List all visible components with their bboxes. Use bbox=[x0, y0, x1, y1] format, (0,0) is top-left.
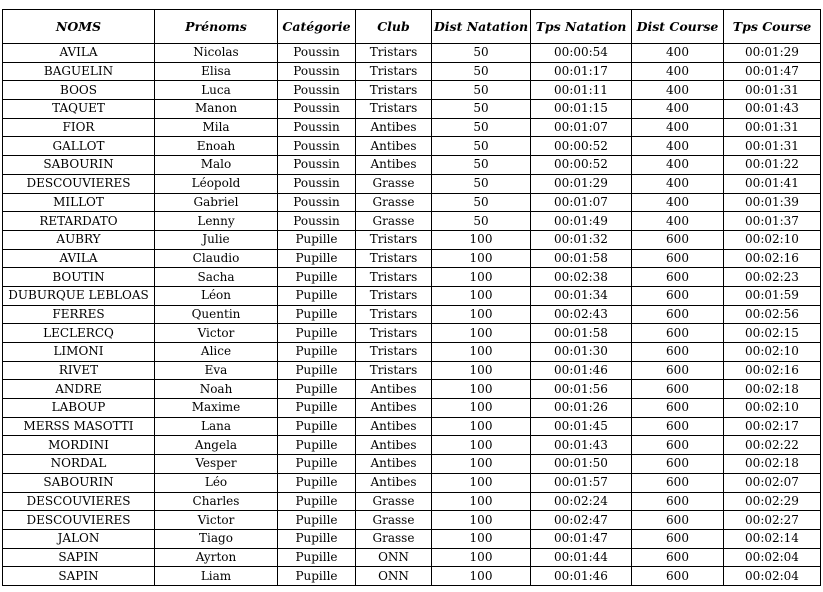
cell-prenom: Elisa bbox=[155, 62, 278, 81]
cell-dist-course: 400 bbox=[632, 137, 724, 156]
table-row bbox=[3, 305, 821, 324]
cell-nom: FIOR bbox=[3, 118, 155, 137]
header-row bbox=[3, 10, 821, 44]
cell-tps-natation: 00:00:54 bbox=[531, 44, 632, 63]
cell-tps-course: 00:02:29 bbox=[724, 492, 821, 511]
cell-tps-course: 00:02:18 bbox=[724, 380, 821, 399]
cell-dist-natation: 100 bbox=[432, 380, 531, 399]
cell-dist-course: 400 bbox=[632, 81, 724, 100]
cell-categorie: Pupille bbox=[278, 249, 356, 268]
cell-nom: LIMONI bbox=[3, 343, 155, 362]
table-row bbox=[3, 343, 821, 362]
cell-categorie: Poussin bbox=[278, 156, 356, 175]
cell-nom: SAPIN bbox=[3, 548, 155, 567]
cell-tps-course: 00:02:27 bbox=[724, 511, 821, 530]
cell-prenom: Malo bbox=[155, 156, 278, 175]
cell-tps-course: 00:02:10 bbox=[724, 230, 821, 249]
cell-club: Tristars bbox=[356, 324, 432, 343]
cell-categorie: Pupille bbox=[278, 361, 356, 380]
cell-categorie: Pupille bbox=[278, 417, 356, 436]
cell-tps-natation: 00:01:50 bbox=[531, 455, 632, 474]
cell-tps-course: 00:02:22 bbox=[724, 436, 821, 455]
cell-nom: LECLERCQ bbox=[3, 324, 155, 343]
cell-dist-natation: 100 bbox=[432, 399, 531, 418]
cell-club: Tristars bbox=[356, 305, 432, 324]
cell-tps-course: 00:02:16 bbox=[724, 361, 821, 380]
table-row bbox=[3, 286, 821, 305]
cell-categorie: Pupille bbox=[278, 455, 356, 474]
cell-prenom: Angela bbox=[155, 436, 278, 455]
cell-dist-natation: 100 bbox=[432, 417, 531, 436]
table-row bbox=[3, 212, 821, 231]
cell-tps-course: 00:02:07 bbox=[724, 473, 821, 492]
cell-tps-natation: 00:02:47 bbox=[531, 511, 632, 530]
table-row bbox=[3, 156, 821, 175]
cell-dist-natation: 100 bbox=[432, 548, 531, 567]
cell-tps-course: 00:01:31 bbox=[724, 118, 821, 137]
cell-dist-natation: 50 bbox=[432, 118, 531, 137]
header-tps-natation: Tps Natation bbox=[531, 10, 632, 44]
cell-tps-natation: 00:01:43 bbox=[531, 436, 632, 455]
table-row bbox=[3, 268, 821, 287]
cell-categorie: Pupille bbox=[278, 324, 356, 343]
cell-prenom: Noah bbox=[155, 380, 278, 399]
cell-club: Antibes bbox=[356, 380, 432, 399]
cell-dist-course: 600 bbox=[632, 511, 724, 530]
cell-dist-course: 400 bbox=[632, 62, 724, 81]
cell-tps-course: 00:01:59 bbox=[724, 286, 821, 305]
cell-tps-natation: 00:01:26 bbox=[531, 399, 632, 418]
cell-club: Tristars bbox=[356, 81, 432, 100]
cell-prenom: Julie bbox=[155, 230, 278, 249]
table-row bbox=[3, 193, 821, 212]
cell-tps-course: 00:02:18 bbox=[724, 455, 821, 474]
cell-categorie: Poussin bbox=[278, 118, 356, 137]
cell-prenom: Alice bbox=[155, 343, 278, 362]
header-tps-course: Tps Course bbox=[724, 10, 821, 44]
table-row bbox=[3, 81, 821, 100]
cell-categorie: Pupille bbox=[278, 305, 356, 324]
cell-club: Tristars bbox=[356, 100, 432, 119]
cell-categorie: Poussin bbox=[278, 193, 356, 212]
cell-categorie: Pupille bbox=[278, 473, 356, 492]
cell-tps-natation: 00:01:45 bbox=[531, 417, 632, 436]
header-noms: NOMS bbox=[3, 10, 155, 44]
cell-nom: TAQUET bbox=[3, 100, 155, 119]
cell-prenom: Charles bbox=[155, 492, 278, 511]
cell-prenom: Léo bbox=[155, 473, 278, 492]
table-row bbox=[3, 567, 821, 586]
cell-dist-natation: 50 bbox=[432, 44, 531, 63]
cell-prenom: Maxime bbox=[155, 399, 278, 418]
cell-club: Tristars bbox=[356, 44, 432, 63]
cell-tps-course: 00:01:41 bbox=[724, 174, 821, 193]
cell-dist-course: 400 bbox=[632, 174, 724, 193]
cell-categorie: Pupille bbox=[278, 268, 356, 287]
cell-club: Grasse bbox=[356, 492, 432, 511]
cell-prenom: Mila bbox=[155, 118, 278, 137]
cell-tps-natation: 00:01:44 bbox=[531, 548, 632, 567]
cell-tps-course: 00:02:04 bbox=[724, 567, 821, 586]
cell-nom: RETARDATO bbox=[3, 212, 155, 231]
cell-dist-course: 600 bbox=[632, 324, 724, 343]
cell-club: ONN bbox=[356, 567, 432, 586]
header-categorie: Catégorie bbox=[278, 10, 356, 44]
cell-dist-natation: 100 bbox=[432, 511, 531, 530]
cell-club: Antibes bbox=[356, 473, 432, 492]
cell-tps-natation: 00:01:11 bbox=[531, 81, 632, 100]
cell-prenom: Manon bbox=[155, 100, 278, 119]
cell-prenom: Gabriel bbox=[155, 193, 278, 212]
cell-tps-course: 00:02:04 bbox=[724, 548, 821, 567]
cell-dist-natation: 100 bbox=[432, 305, 531, 324]
table-row bbox=[3, 548, 821, 567]
cell-prenom: Ayrton bbox=[155, 548, 278, 567]
cell-tps-natation: 00:01:29 bbox=[531, 174, 632, 193]
cell-dist-natation: 100 bbox=[432, 567, 531, 586]
cell-prenom: Claudio bbox=[155, 249, 278, 268]
cell-dist-course: 400 bbox=[632, 156, 724, 175]
cell-dist-natation: 100 bbox=[432, 361, 531, 380]
cell-tps-natation: 00:02:38 bbox=[531, 268, 632, 287]
cell-tps-natation: 00:01:07 bbox=[531, 193, 632, 212]
cell-categorie: Pupille bbox=[278, 492, 356, 511]
cell-dist-natation: 50 bbox=[432, 193, 531, 212]
table-row bbox=[3, 118, 821, 137]
header-dist-course: Dist Course bbox=[632, 10, 724, 44]
cell-tps-natation: 00:01:46 bbox=[531, 361, 632, 380]
cell-tps-course: 00:02:10 bbox=[724, 399, 821, 418]
cell-tps-course: 00:02:56 bbox=[724, 305, 821, 324]
cell-dist-natation: 100 bbox=[432, 473, 531, 492]
cell-dist-natation: 50 bbox=[432, 156, 531, 175]
cell-tps-natation: 00:01:58 bbox=[531, 324, 632, 343]
cell-prenom: Léopold bbox=[155, 174, 278, 193]
table-row bbox=[3, 436, 821, 455]
cell-nom: ANDRE bbox=[3, 380, 155, 399]
cell-categorie: Pupille bbox=[278, 529, 356, 548]
cell-tps-natation: 00:01:15 bbox=[531, 100, 632, 119]
cell-tps-course: 00:02:16 bbox=[724, 249, 821, 268]
cell-categorie: Poussin bbox=[278, 44, 356, 63]
cell-categorie: Poussin bbox=[278, 137, 356, 156]
cell-nom: BOUTIN bbox=[3, 268, 155, 287]
cell-dist-course: 600 bbox=[632, 268, 724, 287]
cell-tps-course: 00:01:31 bbox=[724, 81, 821, 100]
cell-tps-course: 00:01:22 bbox=[724, 156, 821, 175]
table-row bbox=[3, 230, 821, 249]
cell-nom: BAGUELIN bbox=[3, 62, 155, 81]
cell-dist-course: 600 bbox=[632, 455, 724, 474]
cell-dist-course: 400 bbox=[632, 193, 724, 212]
header-club: Club bbox=[356, 10, 432, 44]
cell-prenom: Victor bbox=[155, 511, 278, 530]
cell-categorie: Poussin bbox=[278, 100, 356, 119]
cell-prenom: Tiago bbox=[155, 529, 278, 548]
cell-tps-course: 00:01:43 bbox=[724, 100, 821, 119]
cell-prenom: Enoah bbox=[155, 137, 278, 156]
cell-categorie: Pupille bbox=[278, 511, 356, 530]
cell-nom: AUBRY bbox=[3, 230, 155, 249]
cell-club: Antibes bbox=[356, 156, 432, 175]
cell-tps-course: 00:01:37 bbox=[724, 212, 821, 231]
cell-dist-course: 600 bbox=[632, 417, 724, 436]
cell-dist-natation: 100 bbox=[432, 343, 531, 362]
cell-categorie: Pupille bbox=[278, 567, 356, 586]
cell-dist-course: 600 bbox=[632, 436, 724, 455]
cell-club: Antibes bbox=[356, 455, 432, 474]
table-row bbox=[3, 473, 821, 492]
cell-dist-natation: 100 bbox=[432, 455, 531, 474]
cell-dist-natation: 100 bbox=[432, 249, 531, 268]
cell-club: Grasse bbox=[356, 212, 432, 231]
table-row bbox=[3, 137, 821, 156]
results-table bbox=[2, 9, 821, 586]
cell-tps-course: 00:01:31 bbox=[724, 137, 821, 156]
cell-dist-course: 600 bbox=[632, 249, 724, 268]
cell-dist-natation: 100 bbox=[432, 286, 531, 305]
cell-club: Tristars bbox=[356, 62, 432, 81]
cell-nom: JALON bbox=[3, 529, 155, 548]
cell-club: Tristars bbox=[356, 286, 432, 305]
cell-dist-course: 600 bbox=[632, 305, 724, 324]
cell-dist-course: 400 bbox=[632, 100, 724, 119]
cell-nom: SAPIN bbox=[3, 567, 155, 586]
cell-dist-course: 600 bbox=[632, 361, 724, 380]
cell-categorie: Poussin bbox=[278, 212, 356, 231]
cell-club: Antibes bbox=[356, 417, 432, 436]
cell-prenom: Liam bbox=[155, 567, 278, 586]
table-row bbox=[3, 380, 821, 399]
cell-tps-natation: 00:02:43 bbox=[531, 305, 632, 324]
cell-club: Antibes bbox=[356, 436, 432, 455]
cell-club: Grasse bbox=[356, 174, 432, 193]
cell-tps-course: 00:02:10 bbox=[724, 343, 821, 362]
cell-tps-course: 00:01:39 bbox=[724, 193, 821, 212]
cell-prenom: Nicolas bbox=[155, 44, 278, 63]
cell-nom: MILLOT bbox=[3, 193, 155, 212]
cell-dist-course: 400 bbox=[632, 118, 724, 137]
table-row bbox=[3, 62, 821, 81]
cell-tps-course: 00:02:17 bbox=[724, 417, 821, 436]
cell-dist-natation: 50 bbox=[432, 212, 531, 231]
cell-tps-course: 00:01:29 bbox=[724, 44, 821, 63]
cell-club: Tristars bbox=[356, 361, 432, 380]
table-row bbox=[3, 529, 821, 548]
cell-prenom: Eva bbox=[155, 361, 278, 380]
cell-tps-natation: 00:01:34 bbox=[531, 286, 632, 305]
cell-nom: GALLOT bbox=[3, 137, 155, 156]
cell-nom: RIVET bbox=[3, 361, 155, 380]
cell-prenom: Lana bbox=[155, 417, 278, 436]
cell-prenom: Quentin bbox=[155, 305, 278, 324]
cell-nom: FERRES bbox=[3, 305, 155, 324]
cell-dist-course: 600 bbox=[632, 380, 724, 399]
cell-club: Tristars bbox=[356, 343, 432, 362]
cell-club: Antibes bbox=[356, 399, 432, 418]
table-row bbox=[3, 511, 821, 530]
table-row bbox=[3, 100, 821, 119]
cell-nom: SABOURIN bbox=[3, 473, 155, 492]
cell-tps-natation: 00:02:24 bbox=[531, 492, 632, 511]
cell-dist-natation: 50 bbox=[432, 137, 531, 156]
cell-dist-natation: 100 bbox=[432, 529, 531, 548]
cell-nom: MORDINI bbox=[3, 436, 155, 455]
cell-tps-natation: 00:01:58 bbox=[531, 249, 632, 268]
cell-dist-natation: 100 bbox=[432, 230, 531, 249]
cell-dist-course: 600 bbox=[632, 529, 724, 548]
cell-categorie: Pupille bbox=[278, 436, 356, 455]
cell-dist-natation: 100 bbox=[432, 268, 531, 287]
cell-club: Grasse bbox=[356, 193, 432, 212]
cell-club: Grasse bbox=[356, 511, 432, 530]
cell-prenom: Léon bbox=[155, 286, 278, 305]
cell-categorie: Poussin bbox=[278, 62, 356, 81]
cell-dist-natation: 100 bbox=[432, 492, 531, 511]
cell-dist-course: 600 bbox=[632, 399, 724, 418]
cell-dist-natation: 100 bbox=[432, 324, 531, 343]
cell-nom: LABOUP bbox=[3, 399, 155, 418]
cell-dist-course: 400 bbox=[632, 44, 724, 63]
cell-nom: DESCOUVIERES bbox=[3, 174, 155, 193]
cell-dist-course: 600 bbox=[632, 548, 724, 567]
cell-categorie: Pupille bbox=[278, 548, 356, 567]
cell-dist-course: 600 bbox=[632, 286, 724, 305]
cell-dist-course: 600 bbox=[632, 473, 724, 492]
cell-tps-natation: 00:00:52 bbox=[531, 137, 632, 156]
table-row bbox=[3, 44, 821, 63]
header-prenoms: Prénoms bbox=[155, 10, 278, 44]
table-row bbox=[3, 455, 821, 474]
cell-tps-natation: 00:01:57 bbox=[531, 473, 632, 492]
cell-categorie: Pupille bbox=[278, 380, 356, 399]
header-dist-natation: Dist Natation bbox=[432, 10, 531, 44]
cell-club: Grasse bbox=[356, 529, 432, 548]
cell-categorie: Poussin bbox=[278, 174, 356, 193]
cell-nom: DESCOUVIERES bbox=[3, 492, 155, 511]
cell-tps-course: 00:02:15 bbox=[724, 324, 821, 343]
cell-dist-natation: 50 bbox=[432, 174, 531, 193]
cell-dist-course: 600 bbox=[632, 230, 724, 249]
cell-prenom: Victor bbox=[155, 324, 278, 343]
cell-tps-natation: 00:00:52 bbox=[531, 156, 632, 175]
cell-categorie: Pupille bbox=[278, 286, 356, 305]
cell-dist-natation: 50 bbox=[432, 62, 531, 81]
cell-club: Tristars bbox=[356, 230, 432, 249]
table-row bbox=[3, 324, 821, 343]
table-row bbox=[3, 492, 821, 511]
cell-tps-natation: 00:01:17 bbox=[531, 62, 632, 81]
cell-tps-course: 00:01:47 bbox=[724, 62, 821, 81]
table-row bbox=[3, 399, 821, 418]
table-row bbox=[3, 249, 821, 268]
cell-tps-natation: 00:01:30 bbox=[531, 343, 632, 362]
cell-categorie: Pupille bbox=[278, 343, 356, 362]
cell-nom: AVILA bbox=[3, 249, 155, 268]
cell-nom: DUBURQUE LEBLOAS bbox=[3, 286, 155, 305]
cell-club: Antibes bbox=[356, 118, 432, 137]
table-row bbox=[3, 417, 821, 436]
cell-prenom: Vesper bbox=[155, 455, 278, 474]
cell-club: Tristars bbox=[356, 268, 432, 287]
cell-prenom: Sacha bbox=[155, 268, 278, 287]
table-body bbox=[3, 44, 821, 586]
cell-prenom: Lenny bbox=[155, 212, 278, 231]
cell-club: Antibes bbox=[356, 137, 432, 156]
cell-nom: DESCOUVIERES bbox=[3, 511, 155, 530]
cell-tps-course: 00:02:23 bbox=[724, 268, 821, 287]
cell-tps-natation: 00:01:32 bbox=[531, 230, 632, 249]
cell-club: ONN bbox=[356, 548, 432, 567]
cell-tps-natation: 00:01:07 bbox=[531, 118, 632, 137]
cell-tps-natation: 00:01:56 bbox=[531, 380, 632, 399]
cell-prenom: Luca bbox=[155, 81, 278, 100]
cell-dist-course: 400 bbox=[632, 212, 724, 231]
cell-dist-course: 600 bbox=[632, 343, 724, 362]
cell-categorie: Pupille bbox=[278, 230, 356, 249]
cell-tps-natation: 00:01:47 bbox=[531, 529, 632, 548]
cell-nom: SABOURIN bbox=[3, 156, 155, 175]
cell-nom: NORDAL bbox=[3, 455, 155, 474]
cell-tps-natation: 00:01:46 bbox=[531, 567, 632, 586]
cell-categorie: Poussin bbox=[278, 81, 356, 100]
cell-dist-course: 600 bbox=[632, 567, 724, 586]
cell-dist-course: 600 bbox=[632, 492, 724, 511]
table-row bbox=[3, 361, 821, 380]
cell-nom: MERSS MASOTTI bbox=[3, 417, 155, 436]
cell-tps-natation: 00:01:49 bbox=[531, 212, 632, 231]
cell-tps-course: 00:02:14 bbox=[724, 529, 821, 548]
cell-dist-natation: 50 bbox=[432, 81, 531, 100]
cell-nom: AVILA bbox=[3, 44, 155, 63]
cell-club: Tristars bbox=[356, 249, 432, 268]
cell-dist-natation: 100 bbox=[432, 436, 531, 455]
cell-categorie: Pupille bbox=[278, 399, 356, 418]
cell-nom: BOOS bbox=[3, 81, 155, 100]
table-row bbox=[3, 174, 821, 193]
results-sheet bbox=[2, 9, 821, 586]
cell-dist-natation: 50 bbox=[432, 100, 531, 119]
